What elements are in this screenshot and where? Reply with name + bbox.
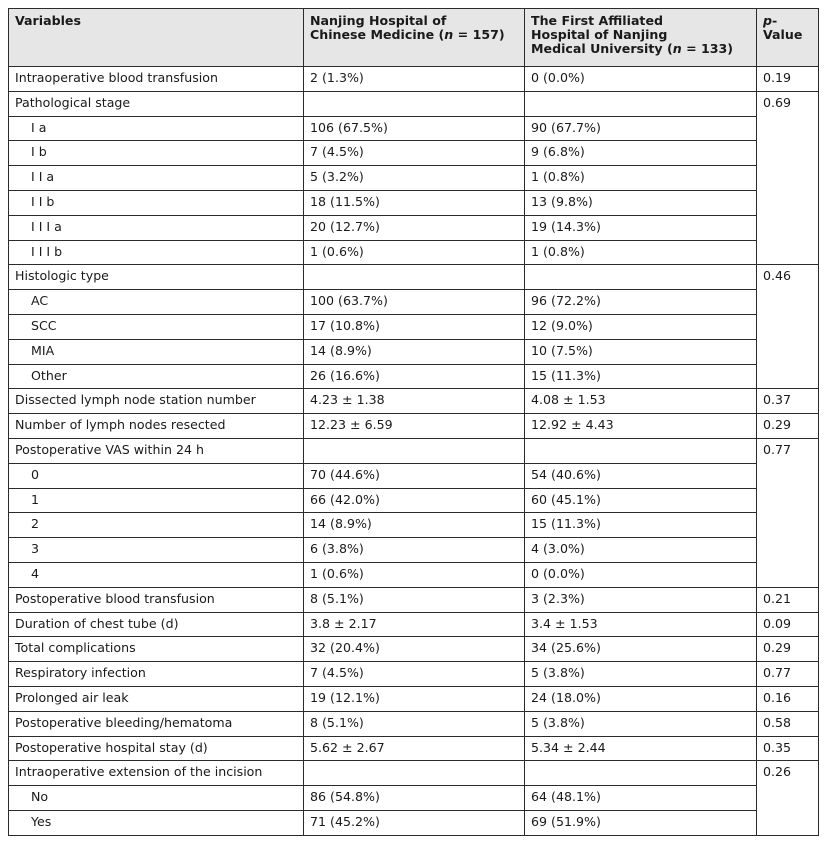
cell-first-affiliated-hospital: 96 (72.2%) (525, 290, 757, 315)
cell-nanjing-chinese-medicine: 4.23 ± 1.38 (304, 389, 525, 414)
cell-p-value: 0.21 (757, 587, 819, 612)
table-row (9, 538, 819, 563)
table-row (9, 761, 819, 786)
cell-p-value: 0.26 (757, 761, 819, 835)
cell-p-value: 0.77 (757, 662, 819, 687)
subcategory-label: Other (9, 364, 304, 389)
subcategory-label: MIA (9, 339, 304, 364)
table-row (9, 240, 819, 265)
cell-first-affiliated-hospital: 34 (25.6%) (525, 637, 757, 662)
cell-first-affiliated-hospital: 9 (6.8%) (525, 141, 757, 166)
table-row (9, 116, 819, 141)
cell-first-affiliated-hospital: 15 (11.3%) (525, 513, 757, 538)
cell-first-affiliated-hospital: 69 (51.9%) (525, 810, 757, 835)
variable-label: Postoperative VAS within 24 h (9, 438, 304, 463)
cell-first-affiliated-hospital (525, 265, 757, 290)
cell-first-affiliated-hospital: 1 (0.8%) (525, 240, 757, 265)
table-row (9, 166, 819, 191)
variable-label: Respiratory infection (9, 662, 304, 687)
variable-label: Intraoperative blood transfusion (9, 67, 304, 92)
subcategory-label: I a (9, 116, 304, 141)
cell-nanjing-chinese-medicine: 8 (5.1%) (304, 711, 525, 736)
cell-nanjing-chinese-medicine: 19 (12.1%) (304, 686, 525, 711)
cell-nanjing-chinese-medicine: 26 (16.6%) (304, 364, 525, 389)
cell-nanjing-chinese-medicine: 14 (8.9%) (304, 339, 525, 364)
cell-nanjing-chinese-medicine: 8 (5.1%) (304, 587, 525, 612)
variable-label: Pathological stage (9, 91, 304, 116)
cell-first-affiliated-hospital: 12 (9.0%) (525, 314, 757, 339)
cell-nanjing-chinese-medicine: 18 (11.5%) (304, 190, 525, 215)
cell-first-affiliated-hospital: 15 (11.3%) (525, 364, 757, 389)
cell-first-affiliated-hospital (525, 438, 757, 463)
subcategory-label: I I I b (9, 240, 304, 265)
cell-first-affiliated-hospital (525, 761, 757, 786)
cell-first-affiliated-hospital (525, 91, 757, 116)
cell-first-affiliated-hospital: 5 (3.8%) (525, 711, 757, 736)
cell-nanjing-chinese-medicine: 7 (4.5%) (304, 662, 525, 687)
cell-p-value: 0.46 (757, 265, 819, 389)
table-container (8, 8, 819, 836)
table-row (9, 389, 819, 414)
cell-p-value: 0.16 (757, 686, 819, 711)
variable-label: Prolonged air leak (9, 686, 304, 711)
cell-nanjing-chinese-medicine: 86 (54.8%) (304, 786, 525, 811)
cell-nanjing-chinese-medicine: 17 (10.8%) (304, 314, 525, 339)
variable-label: Histologic type (9, 265, 304, 290)
table-row (9, 190, 819, 215)
cell-p-value: 0.69 (757, 91, 819, 265)
table-row (9, 438, 819, 463)
cell-p-value: 0.19 (757, 67, 819, 92)
cell-p-value: 0.37 (757, 389, 819, 414)
header-variables: Variables (9, 9, 304, 67)
table-row (9, 612, 819, 637)
subcategory-label: 2 (9, 513, 304, 538)
subcategory-label: 1 (9, 488, 304, 513)
variable-label: Postoperative hospital stay (d) (9, 736, 304, 761)
table-row (9, 265, 819, 290)
subcategory-label: I b (9, 141, 304, 166)
cell-first-affiliated-hospital: 1 (0.8%) (525, 166, 757, 191)
cell-nanjing-chinese-medicine: 5.62 ± 2.67 (304, 736, 525, 761)
table-row (9, 686, 819, 711)
table-row (9, 513, 819, 538)
cell-first-affiliated-hospital: 4 (3.0%) (525, 538, 757, 563)
cell-nanjing-chinese-medicine: 7 (4.5%) (304, 141, 525, 166)
cell-nanjing-chinese-medicine: 5 (3.2%) (304, 166, 525, 191)
table-row (9, 314, 819, 339)
table-row (9, 711, 819, 736)
cell-nanjing-chinese-medicine: 2 (1.3%) (304, 67, 525, 92)
subcategory-label: 4 (9, 562, 304, 587)
cell-nanjing-chinese-medicine: 14 (8.9%) (304, 513, 525, 538)
cell-p-value: 0.29 (757, 637, 819, 662)
cell-nanjing-chinese-medicine (304, 265, 525, 290)
cell-nanjing-chinese-medicine: 20 (12.7%) (304, 215, 525, 240)
cell-first-affiliated-hospital: 64 (48.1%) (525, 786, 757, 811)
table-header (9, 9, 819, 67)
cell-first-affiliated-hospital: 0 (0.0%) (525, 562, 757, 587)
variable-label: Total complications (9, 637, 304, 662)
cell-nanjing-chinese-medicine: 3.8 ± 2.17 (304, 612, 525, 637)
cell-first-affiliated-hospital: 13 (9.8%) (525, 190, 757, 215)
table-row (9, 364, 819, 389)
variable-label: Postoperative blood transfusion (9, 587, 304, 612)
cell-first-affiliated-hospital: 4.08 ± 1.53 (525, 389, 757, 414)
cell-nanjing-chinese-medicine: 66 (42.0%) (304, 488, 525, 513)
cell-nanjing-chinese-medicine: 32 (20.4%) (304, 637, 525, 662)
variable-label: Postoperative bleeding/hematoma (9, 711, 304, 736)
cell-nanjing-chinese-medicine (304, 438, 525, 463)
cell-p-value: 0.29 (757, 414, 819, 439)
table-row (9, 736, 819, 761)
table-row (9, 662, 819, 687)
subcategory-label: No (9, 786, 304, 811)
table-row (9, 91, 819, 116)
cell-nanjing-chinese-medicine: 1 (0.6%) (304, 562, 525, 587)
cell-first-affiliated-hospital: 19 (14.3%) (525, 215, 757, 240)
subcategory-label: Yes (9, 810, 304, 835)
header-first-affiliated-hospital: The First Affiliated Hospital of Nanjing Medical University (n = 133) (525, 9, 757, 67)
cell-p-value: 0.35 (757, 736, 819, 761)
variable-label: Dissected lymph node station number (9, 389, 304, 414)
cell-nanjing-chinese-medicine (304, 761, 525, 786)
header-row (9, 9, 819, 67)
table-row (9, 141, 819, 166)
cell-first-affiliated-hospital: 60 (45.1%) (525, 488, 757, 513)
cell-first-affiliated-hospital: 24 (18.0%) (525, 686, 757, 711)
cell-first-affiliated-hospital: 5.34 ± 2.44 (525, 736, 757, 761)
cell-first-affiliated-hospital: 3 (2.3%) (525, 587, 757, 612)
table-row (9, 414, 819, 439)
cell-first-affiliated-hospital: 0 (0.0%) (525, 67, 757, 92)
cell-first-affiliated-hospital: 5 (3.8%) (525, 662, 757, 687)
table-row (9, 637, 819, 662)
cell-nanjing-chinese-medicine: 100 (63.7%) (304, 290, 525, 315)
subcategory-label: 0 (9, 463, 304, 488)
cell-first-affiliated-hospital: 54 (40.6%) (525, 463, 757, 488)
table-row (9, 215, 819, 240)
cell-nanjing-chinese-medicine (304, 91, 525, 116)
cell-first-affiliated-hospital: 12.92 ± 4.43 (525, 414, 757, 439)
variable-label: Intraoperative extension of the incision (9, 761, 304, 786)
cell-nanjing-chinese-medicine: 12.23 ± 6.59 (304, 414, 525, 439)
cell-first-affiliated-hospital: 3.4 ± 1.53 (525, 612, 757, 637)
table-row (9, 562, 819, 587)
subcategory-label: I I I a (9, 215, 304, 240)
cell-first-affiliated-hospital: 90 (67.7%) (525, 116, 757, 141)
table-row (9, 67, 819, 92)
cell-nanjing-chinese-medicine: 1 (0.6%) (304, 240, 525, 265)
cell-nanjing-chinese-medicine: 106 (67.5%) (304, 116, 525, 141)
table-row (9, 786, 819, 811)
subcategory-label: I I b (9, 190, 304, 215)
comparison-table (8, 8, 819, 836)
header-p-value: p-Value (757, 9, 819, 67)
cell-p-value: 0.77 (757, 438, 819, 587)
variable-label: Number of lymph nodes resected (9, 414, 304, 439)
subcategory-label: SCC (9, 314, 304, 339)
header-nanjing-chinese-medicine: Nanjing Hospital of Chinese Medicine (n = 157) (304, 9, 525, 67)
cell-nanjing-chinese-medicine: 70 (44.6%) (304, 463, 525, 488)
cell-first-affiliated-hospital: 10 (7.5%) (525, 339, 757, 364)
subcategory-label: AC (9, 290, 304, 315)
variable-label: Duration of chest tube (d) (9, 612, 304, 637)
cell-p-value: 0.09 (757, 612, 819, 637)
table-row (9, 339, 819, 364)
table-row (9, 488, 819, 513)
cell-p-value: 0.58 (757, 711, 819, 736)
table-row (9, 810, 819, 835)
table-body (9, 67, 819, 836)
cell-nanjing-chinese-medicine: 71 (45.2%) (304, 810, 525, 835)
subcategory-label: 3 (9, 538, 304, 563)
table-row (9, 587, 819, 612)
subcategory-label: I I a (9, 166, 304, 191)
table-row (9, 463, 819, 488)
table-row (9, 290, 819, 315)
cell-nanjing-chinese-medicine: 6 (3.8%) (304, 538, 525, 563)
